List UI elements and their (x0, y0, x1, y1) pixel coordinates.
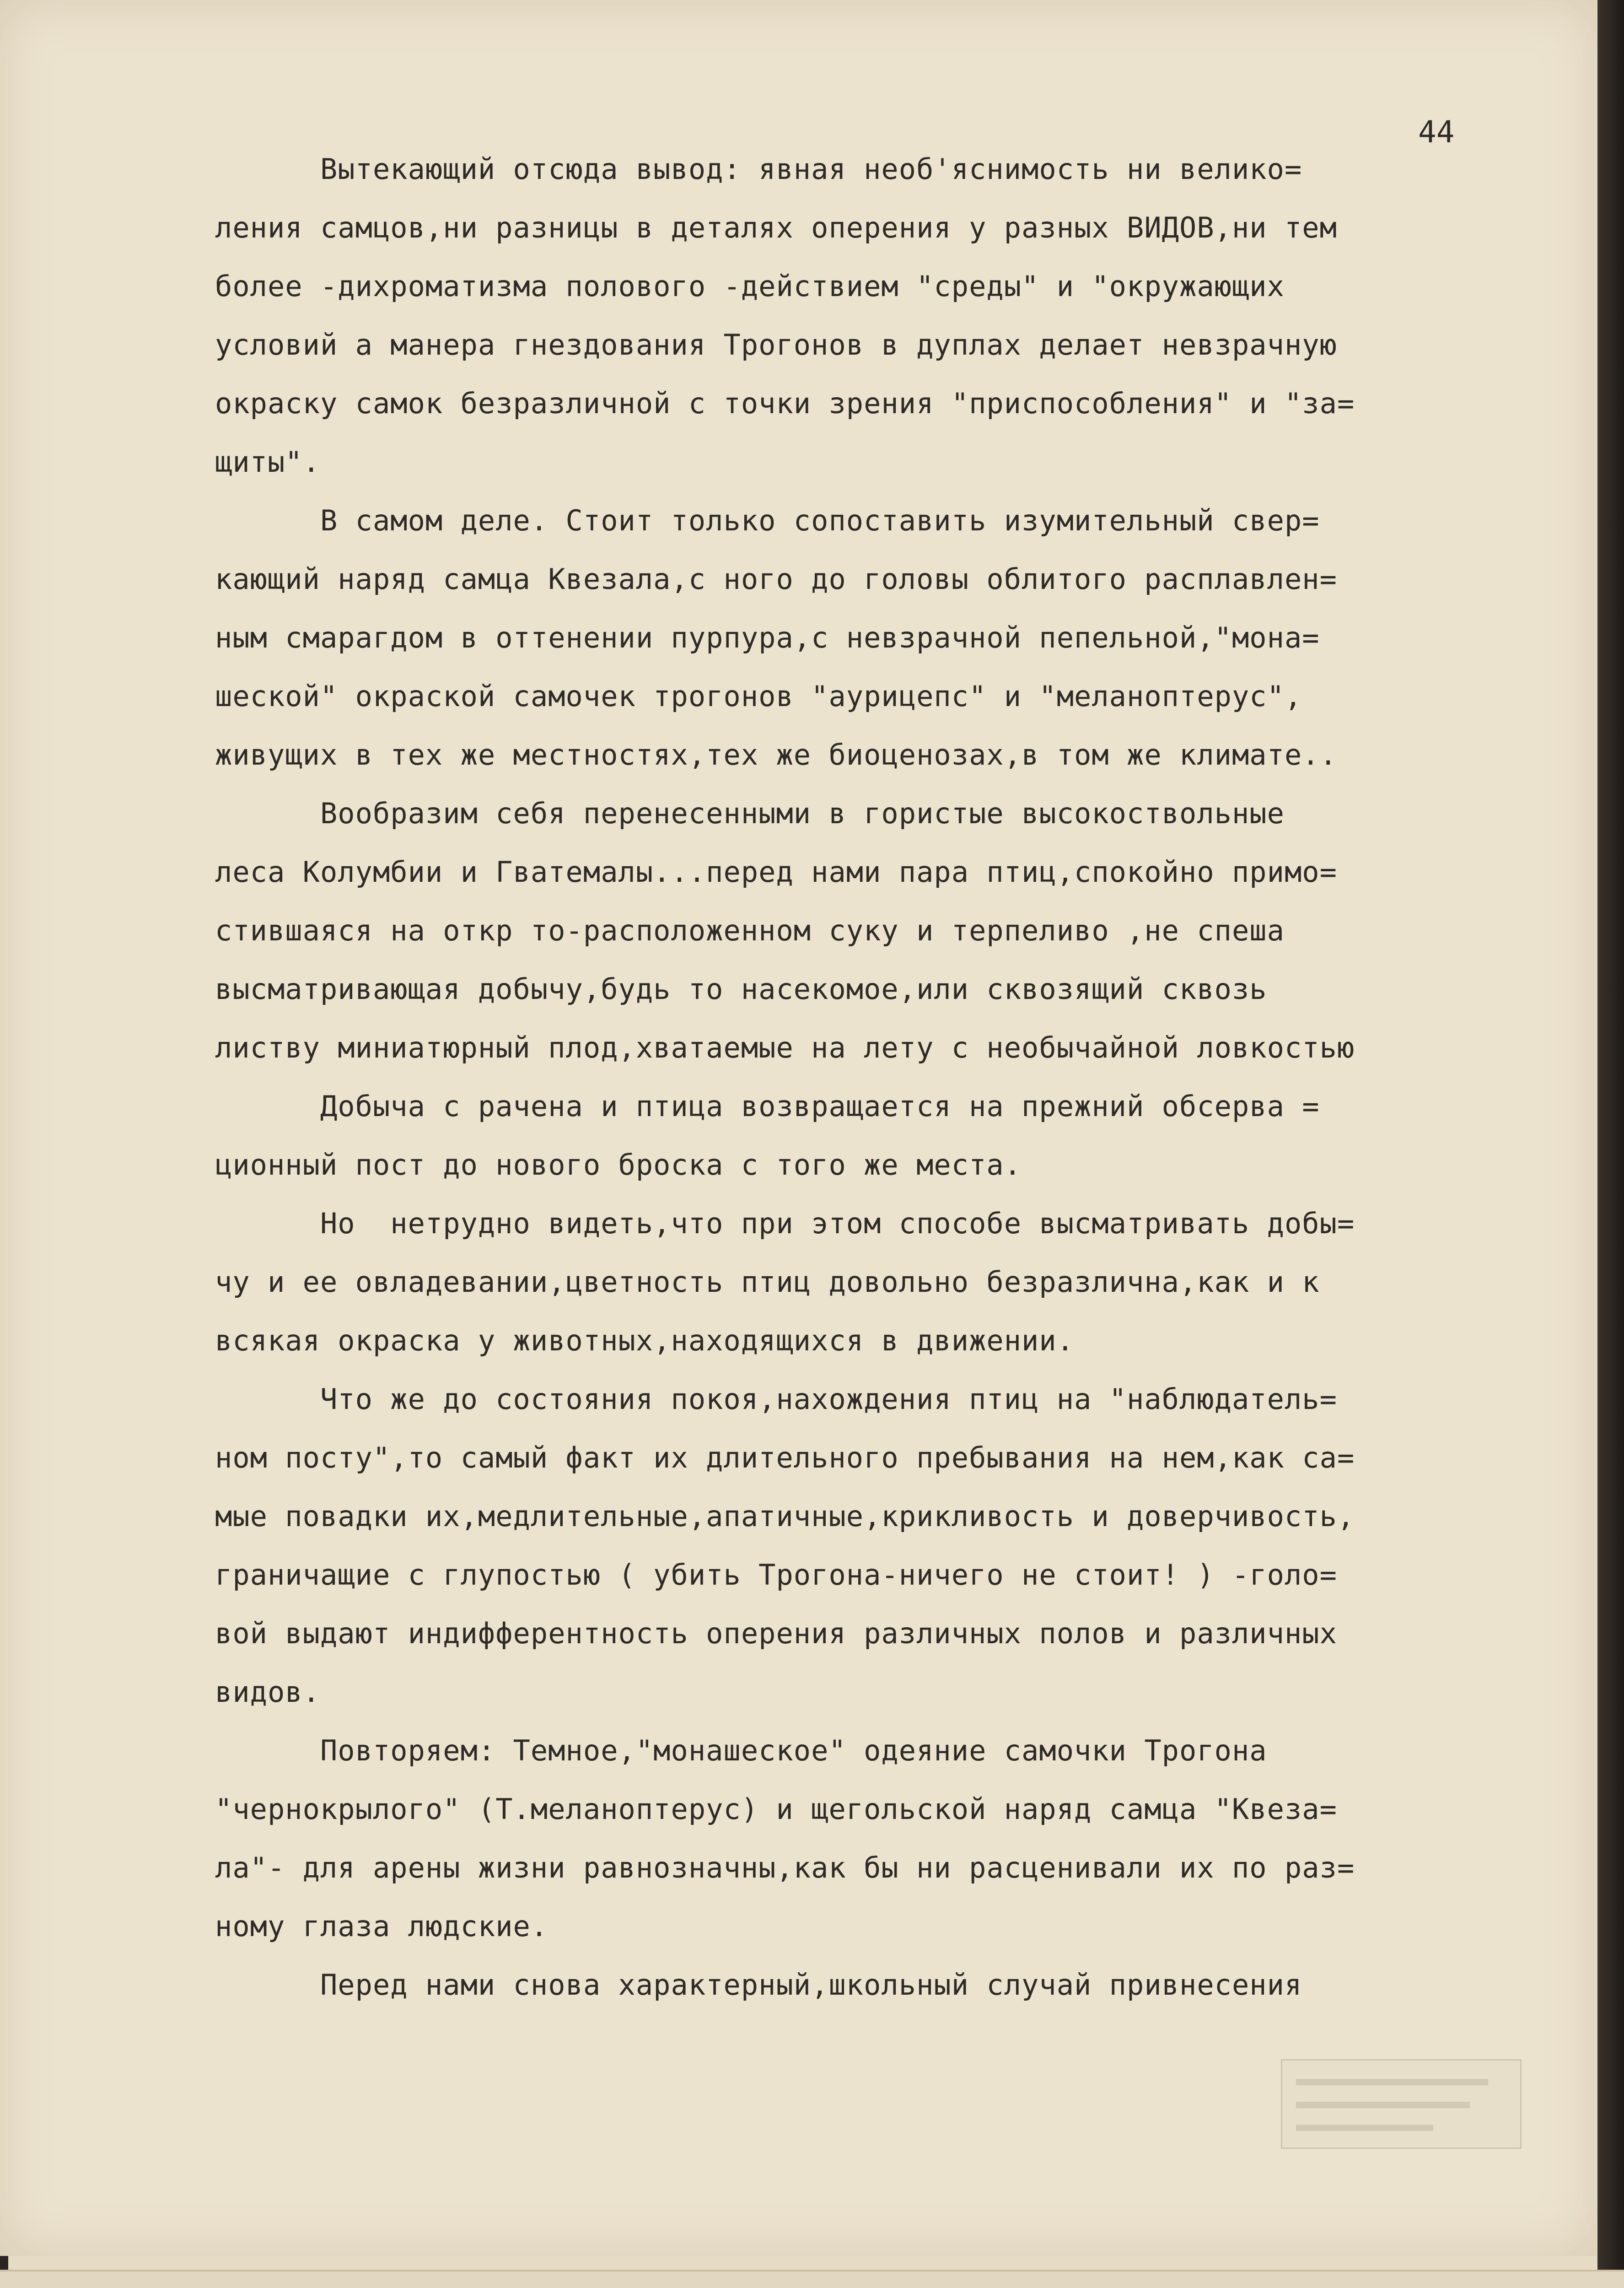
text-line: Но нетрудно видеть,что при этом способе высматривать добы= (215, 1207, 1355, 1240)
text-line: Вообразим себя перенесенными в гористые высокоствольные (215, 797, 1285, 830)
paper-edge-bottom (0, 2270, 1624, 2288)
text-line: Повторяем: Темное,"монашеское" одеяние самочки Трогона (215, 1734, 1267, 1767)
text-line: живущих в тех же местностях,тех же биоценозах,в том же климате.. (215, 738, 1337, 772)
page-number: 44 (1418, 114, 1455, 150)
text-line: стившаяся на откр то-расположенном суку и терпеливо ,не спеша (215, 914, 1285, 947)
faded-stamp (1281, 2059, 1522, 2149)
text-line: ционный пост до нового броска с того же места. (215, 1148, 1022, 1182)
text-line: Что же до состояния покоя,нахождения птиц на "наблюдатель= (215, 1382, 1337, 1416)
text-line: всякая окраска у животных,находящихся в движении. (215, 1324, 1075, 1357)
text-line: леса Колумбии и Гватемалы...перед нами пара птиц,спокойно примо= (215, 855, 1337, 889)
typewritten-text (215, 151, 1542, 2027)
text-line: Вытекающий отсюда вывод: явная необ'яснимость ни велико= (215, 152, 1302, 186)
text-line: листву миниатюрный плод,хватаемые на лету с необычайной ловкостью (215, 1031, 1355, 1064)
text-line: шеской" окраской самочек трогонов "аурицепс" и "меланоптерус", (215, 680, 1302, 713)
text-line: окраску самок безразличной с точки зрения "приспособления" и "за= (215, 387, 1355, 420)
text-line: ла"- для арены жизни равнозначны,как бы ни расценивали их по раз= (215, 1851, 1355, 1884)
text-line: вой выдают индифферентность оперения различных полов и различных (215, 1617, 1337, 1650)
text-line: Перед нами снова характерный,школьный случай привнесения (215, 1968, 1302, 2002)
text-line: ным смарагдом в оттенении пурпура,с невзрачной пепельной,"мона= (215, 621, 1320, 654)
text-line: чу и ее овладевании,цветность птиц довольно безразлична,как и к (215, 1265, 1320, 1299)
text-line: кающий наряд самца Квезала,с ного до головы облитого расплавлен= (215, 562, 1337, 596)
stamp-line (1296, 2125, 1433, 2131)
text-line: более -дихроматизма полового -действием "среды" и "окружающих (215, 270, 1285, 303)
scan-edge-right (1597, 0, 1624, 2288)
text-line: высматривающая добычу,будь то насекомое,или сквозящий сквозь (215, 972, 1267, 1006)
text-line: "чернокрылого" (Т.меланоптерус) и щегольской наряд самца "Квеза= (215, 1792, 1337, 1826)
text-line: ления самцов,ни разницы в деталях оперения у разных ВИДОВ,ни тем (215, 211, 1337, 244)
text-line: В самом деле. Стоит только сопоставить изумительный свер= (215, 504, 1320, 537)
text-line: мые повадки их,медлительные,апатичные,крикливость и доверчивость, (215, 1500, 1355, 1533)
text-line: граничащие с глупостью ( убить Трогона-ничего не стоит! ) -голо= (215, 1558, 1337, 1592)
text-line: щиты". (215, 445, 320, 479)
text-line: ному глаза людские. (215, 1910, 549, 1943)
text-line: Добыча с рачена и птица возвращается на прежний обсерва = (215, 1090, 1320, 1123)
stamp-line (1296, 2102, 1470, 2108)
stamp-line (1296, 2079, 1488, 2085)
text-line: ном посту",то самый факт их длительного пребывания на нем,как са= (215, 1441, 1355, 1474)
text-line: условий а манера гнездования Трогонов в дуплах делает невзрачную (215, 328, 1337, 362)
text-line: видов. (215, 1675, 320, 1709)
